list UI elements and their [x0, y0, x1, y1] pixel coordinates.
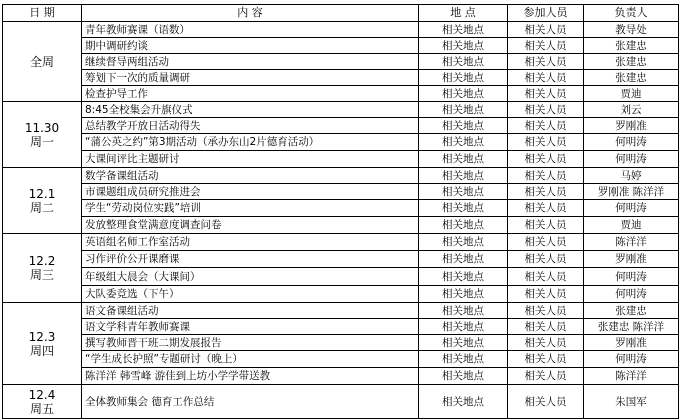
table-row — [3, 251, 679, 268]
people-cell: 相关人员 — [508, 385, 584, 419]
owner-cell: 张建忠 — [584, 70, 679, 86]
owner-cell: 罗刚准 — [584, 118, 679, 134]
place-cell: 相关地点 — [419, 268, 508, 286]
place-cell: 相关地点 — [419, 251, 508, 268]
content-cell: 总结教学开放日活动得失 — [82, 118, 419, 134]
place-cell: 相关地点 — [419, 134, 508, 151]
content-cell: 大队委竞选（下午） — [82, 286, 419, 303]
content-cell: 筹划下一次的质量调研 — [82, 70, 419, 86]
content-cell: 期中调研约谈 — [82, 38, 419, 54]
owner-cell: 陈洋洋 — [584, 234, 679, 251]
place-cell: 相关地点 — [419, 319, 508, 335]
content-cell: “学生成长护照”专题研讨（晚上） — [82, 351, 419, 368]
owner-cell: 何明涛 — [584, 134, 679, 151]
day-label-line: 周五 — [29, 401, 54, 416]
owner-cell: 何明涛 — [584, 351, 679, 368]
place-cell: 相关地点 — [419, 118, 508, 134]
header-content: 内 容 — [82, 5, 419, 22]
place-cell: 相关地点 — [419, 168, 508, 184]
content-cell: 大课间评比主题研讨 — [82, 151, 419, 168]
content-cell: 数学备课组活动 — [82, 168, 419, 184]
content-cell: 发放整理食堂满意度调查问卷 — [82, 217, 419, 234]
place-cell: 相关地点 — [419, 368, 508, 385]
content-cell: “蒲公英之约”第3期活动（承办东山2片德育活动） — [82, 134, 419, 151]
table-row — [3, 368, 679, 385]
table-row — [3, 335, 679, 351]
owner-cell: 张建忠 — [584, 38, 679, 54]
day-label-line: 12.3 — [28, 329, 56, 344]
day-label-line: 周四 — [29, 343, 54, 358]
owner-cell: 何明涛 — [584, 200, 679, 217]
people-cell: 相关人员 — [508, 368, 584, 385]
people-cell: 相关人员 — [508, 118, 584, 134]
place-cell: 相关地点 — [419, 102, 508, 118]
owner-cell: 何明涛 — [584, 268, 679, 286]
place-cell: 相关地点 — [419, 286, 508, 303]
people-cell: 相关人员 — [508, 22, 584, 38]
content-cell: 8:45全校集会升旗仪式 — [82, 102, 419, 118]
schedule-body — [3, 22, 679, 419]
people-cell: 相关人员 — [508, 102, 584, 118]
owner-cell: 教导处 — [584, 22, 679, 38]
people-cell: 相关人员 — [508, 335, 584, 351]
owner-cell: 罗刚准 — [584, 335, 679, 351]
table-row — [3, 184, 679, 200]
day-cell — [3, 168, 82, 234]
people-cell: 相关人员 — [508, 168, 584, 184]
people-cell: 相关人员 — [508, 151, 584, 168]
place-cell: 相关地点 — [419, 217, 508, 234]
day-cell — [3, 234, 82, 303]
people-cell: 相关人员 — [508, 86, 584, 102]
day-label-line: 周三 — [29, 268, 54, 282]
owner-cell: 贾迪 — [584, 86, 679, 102]
table-row — [3, 38, 679, 54]
people-cell: 相关人员 — [508, 351, 584, 368]
owner-cell: 马婷 — [584, 168, 679, 184]
table-row — [3, 351, 679, 368]
owner-cell: 张建忠 陈洋洋 — [584, 319, 679, 335]
people-cell: 相关人员 — [508, 38, 584, 54]
owner-cell: 何明涛 — [584, 151, 679, 168]
place-cell: 相关地点 — [419, 151, 508, 168]
table-row — [3, 86, 679, 102]
table-row — [3, 234, 679, 251]
place-cell: 相关地点 — [419, 385, 508, 419]
content-cell: 习作评价公开课磨课 — [82, 251, 419, 268]
day-label-line: 周二 — [29, 200, 54, 215]
people-cell: 相关人员 — [508, 134, 584, 151]
owner-cell: 贾迪 — [584, 217, 679, 234]
table-row — [3, 22, 679, 38]
content-cell: 检查护导工作 — [82, 86, 419, 102]
people-cell: 相关人员 — [508, 319, 584, 335]
place-cell: 相关地点 — [419, 70, 508, 86]
people-cell: 相关人员 — [508, 251, 584, 268]
table-row — [3, 286, 679, 303]
people-cell: 相关人员 — [508, 234, 584, 251]
table-row — [3, 303, 679, 319]
table-row — [3, 217, 679, 234]
people-cell: 相关人员 — [508, 303, 584, 319]
content-cell: 语文备课组活动 — [82, 303, 419, 319]
owner-cell: 刘云 — [584, 102, 679, 118]
day-label-line: 周一 — [29, 134, 54, 149]
people-cell: 相关人员 — [508, 184, 584, 200]
table-row — [3, 70, 679, 86]
day-cell — [3, 303, 82, 385]
day-label-line: 全周 — [29, 54, 54, 69]
table-row — [3, 102, 679, 118]
content-cell: 学生“劳动岗位实践”培训 — [82, 200, 419, 217]
owner-cell: 张建忠 — [584, 54, 679, 70]
header-day: 日 期 — [3, 5, 82, 22]
day-label-line: 11.30 — [24, 120, 60, 135]
place-cell: 相关地点 — [419, 184, 508, 200]
place-cell: 相关地点 — [419, 22, 508, 38]
header-people: 参加人员 — [508, 5, 584, 22]
place-cell: 相关地点 — [419, 335, 508, 351]
people-cell: 相关人员 — [508, 200, 584, 217]
table-row — [3, 134, 679, 151]
header-owner: 负责人 — [584, 5, 679, 22]
content-cell: 撰写教师晋干班二期发展报告 — [82, 335, 419, 351]
content-cell: 英语组名师工作室活动 — [82, 234, 419, 251]
people-cell: 相关人员 — [508, 217, 584, 234]
owner-cell: 罗刚准 — [584, 251, 679, 268]
place-cell: 相关地点 — [419, 38, 508, 54]
content-cell: 继续督导两组活动 — [82, 54, 419, 70]
content-cell: 年级组大晨会（大课间） — [82, 268, 419, 286]
owner-cell: 何明涛 — [584, 286, 679, 303]
people-cell: 相关人员 — [508, 70, 584, 86]
day-label-line: 12.1 — [28, 186, 56, 201]
header-place: 地 点 — [419, 5, 508, 22]
people-cell: 相关人员 — [508, 54, 584, 70]
table-row — [3, 319, 679, 335]
table-row — [3, 268, 679, 286]
content-cell: 全体教师集会 德育工作总结 — [82, 385, 419, 419]
table-row — [3, 168, 679, 184]
day-label-line: 12.2 — [28, 254, 56, 268]
content-cell: 市课题组成员研究推进会 — [82, 184, 419, 200]
place-cell: 相关地点 — [419, 351, 508, 368]
owner-cell: 罗刚准 陈洋洋 — [584, 184, 679, 200]
owner-cell: 朱国军 — [584, 385, 679, 419]
table-row — [3, 54, 679, 70]
table-row — [3, 118, 679, 134]
schedule-table — [2, 4, 679, 419]
table-row — [3, 385, 679, 419]
day-cell — [3, 385, 82, 419]
people-cell: 相关人员 — [508, 268, 584, 286]
content-cell: 青年教师赛课（语数） — [82, 22, 419, 38]
content-cell: 陈洋洋 韩雪峰 游佳到上坊小学学带送教 — [82, 368, 419, 385]
day-cell — [3, 102, 82, 168]
place-cell: 相关地点 — [419, 86, 508, 102]
place-cell: 相关地点 — [419, 54, 508, 70]
table-row — [3, 200, 679, 217]
day-label-line: 12.4 — [28, 387, 56, 402]
place-cell: 相关地点 — [419, 234, 508, 251]
people-cell: 相关人员 — [508, 286, 584, 303]
table-row — [3, 151, 679, 168]
content-cell: 语文学科青年教师赛课 — [82, 319, 419, 335]
place-cell: 相关地点 — [419, 200, 508, 217]
place-cell: 相关地点 — [419, 303, 508, 319]
owner-cell: 陈洋洋 — [584, 368, 679, 385]
day-cell — [3, 22, 82, 102]
owner-cell: 张建忠 — [584, 303, 679, 319]
header-row — [3, 5, 679, 22]
